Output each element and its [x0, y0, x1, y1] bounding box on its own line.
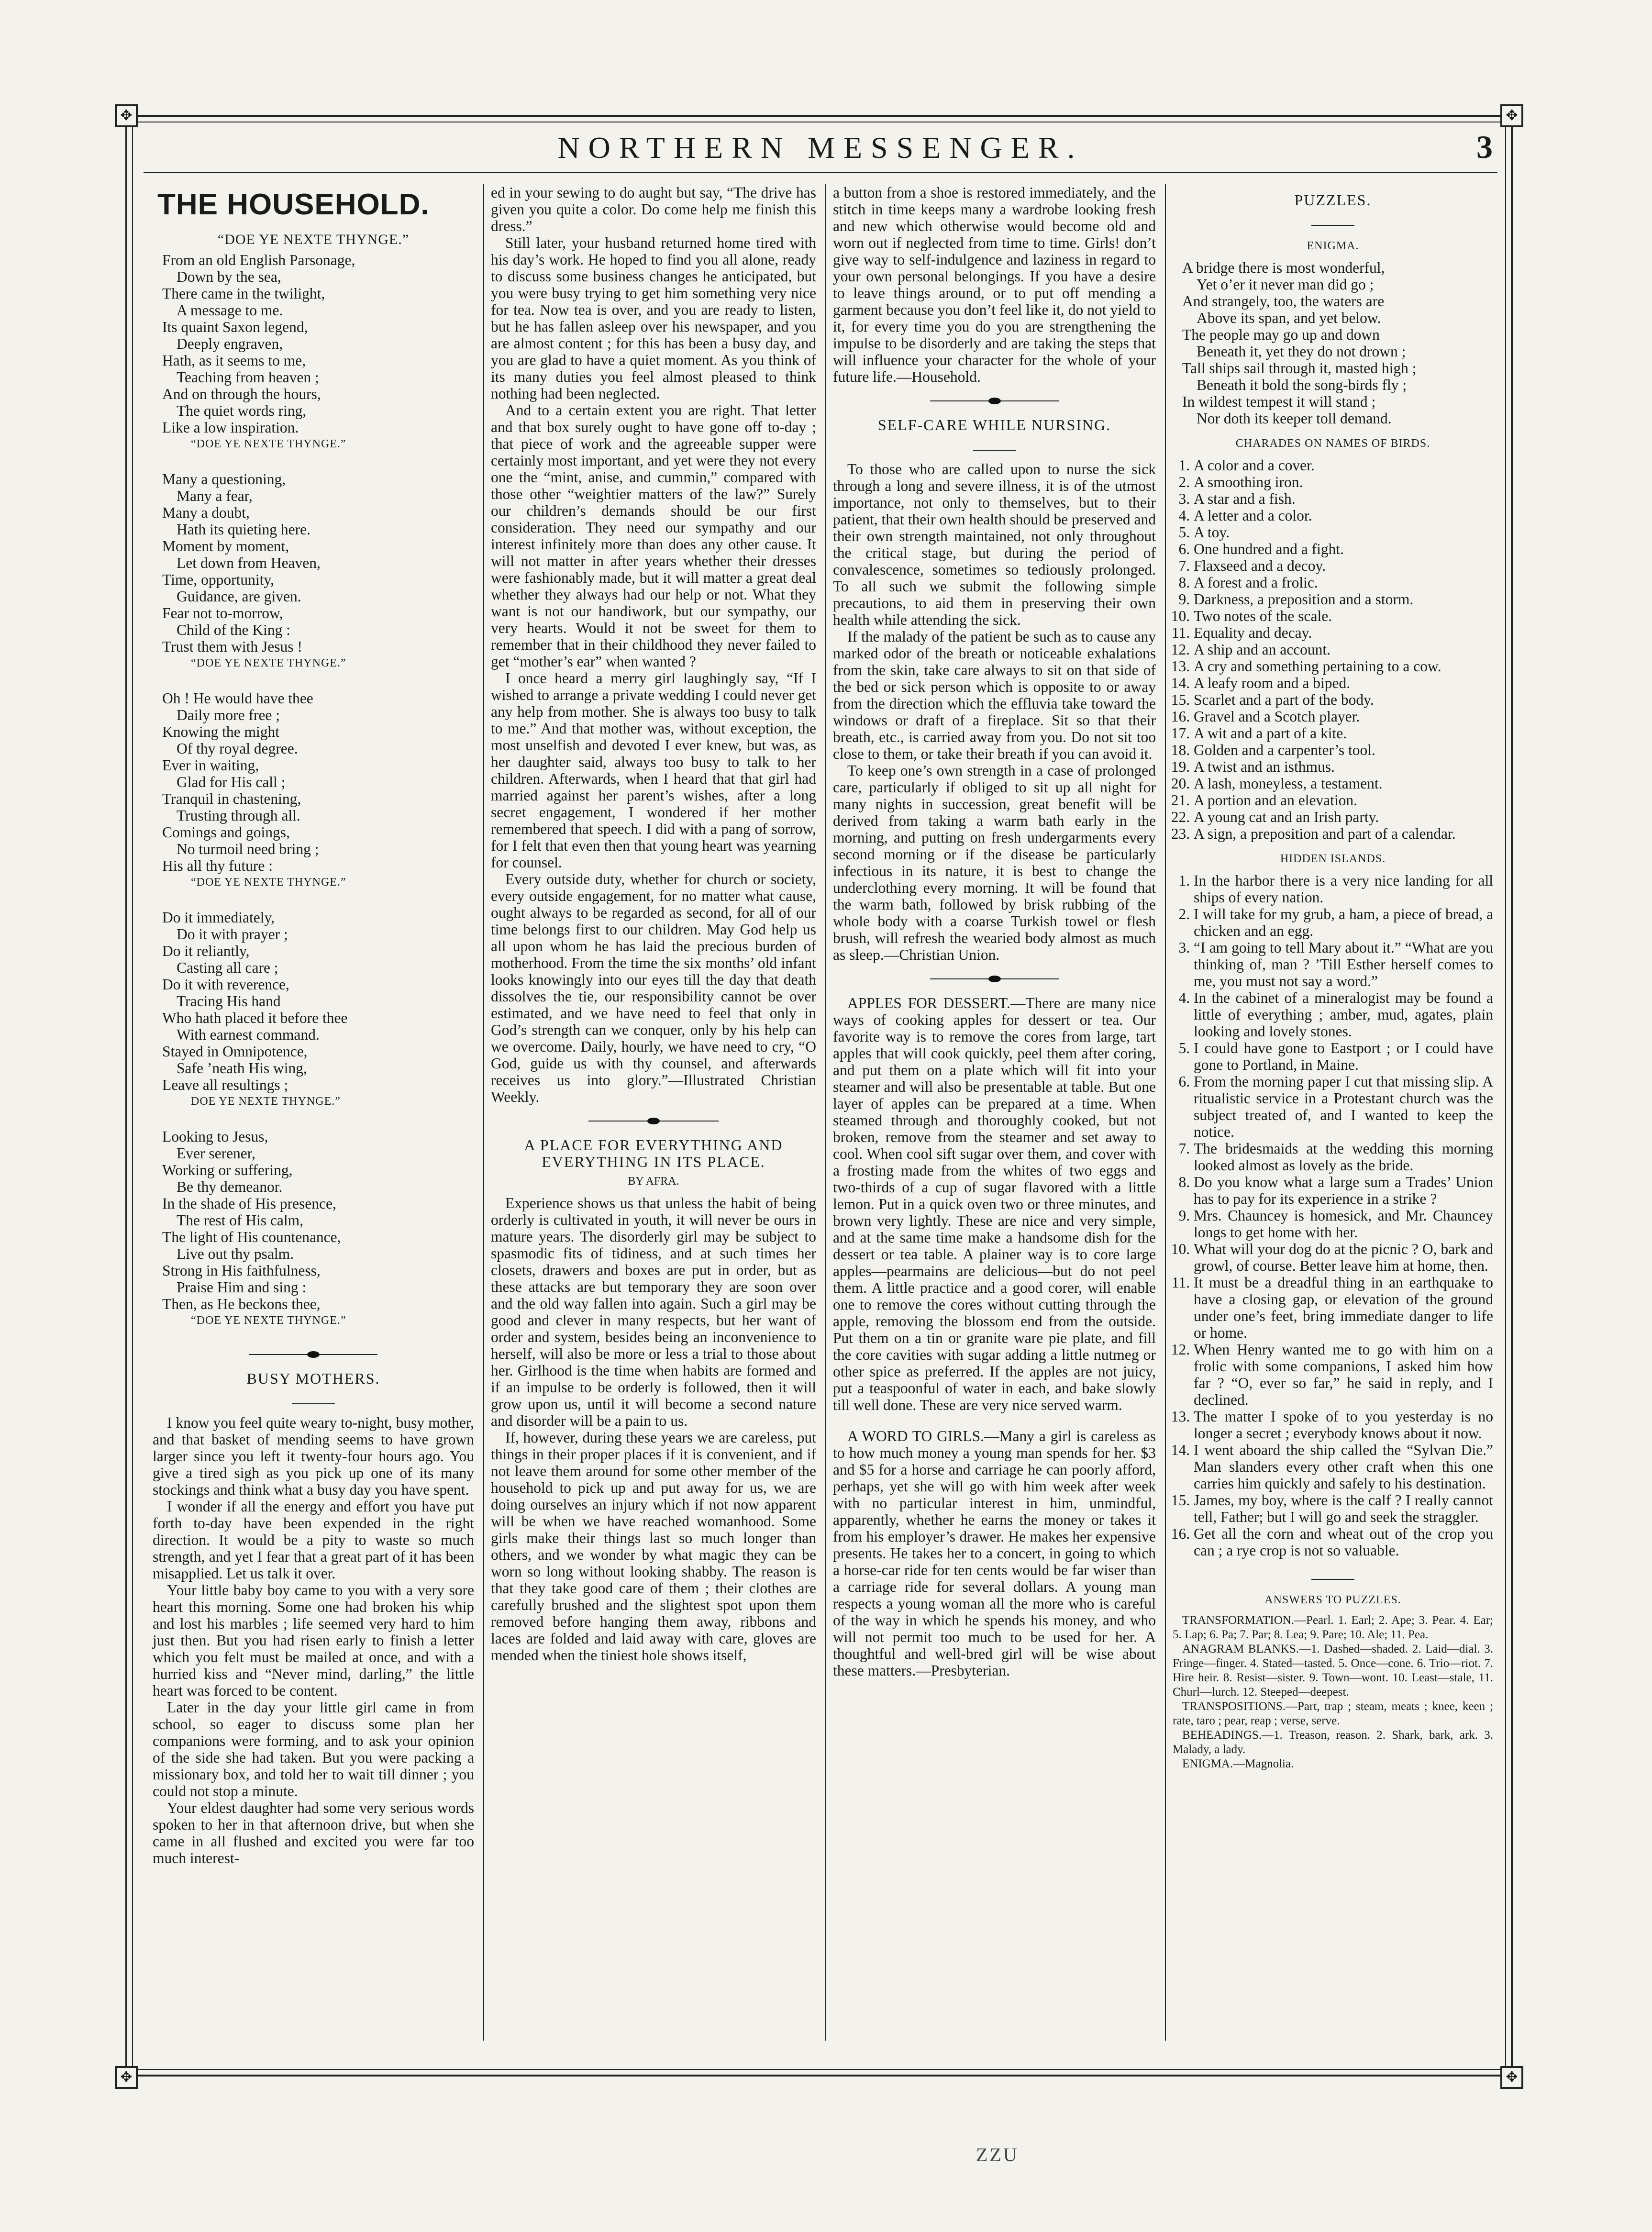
poem-line: Do it with reverence, [162, 976, 289, 993]
paragraph: And to a certain extent you are right. That letter and that box surely ought to have gone off to-day ; that piece of work and the agreeable supper were certainly most important, and yet were they not every one the “mint, anise, and cummin,” compared with those other “weightier matters of the law?” Surely our children’s demands should be our first consideration. They need our sympathy and our interest infinitely more than does any other cause. It will not matter in after years whether their dresses were fashionably made, but it will matter a great deal whether they always had our help or not. What they want is not our handiwork, but our sympathy, our very hearts. Would it not be sweet for them to remember that in their childhood they never failed to get “mother’s ear” when wanted ? [491, 402, 816, 670]
paragraph: Every outside duty, whether for church or society, every outside engagement, for no matter what cause, ought always to be regarded as second, for all of our time belongs first to our children. May God help us all upon whom he has laid the precious burden of motherhood. From the time the six months’ old infant looks knowingly into our eyes till the day that death dissolves the tie, our responsibility cannot be over estimated, and we have need to feel that only in God’s strength can we conquer, only by his help can we overcome. Daily, hourly, we have need to cry, “O God, guide us with thy counsel, and afterwards receives us into glory.”—Illustrated Christian Weekly. [491, 871, 816, 1105]
list-item: 2. I will take for my grub, a ham, a piece of bread, a chicken and an egg. [1194, 906, 1493, 939]
list-item: 12. When Henry wanted me to go with him on a frolic with some companions, I asked him how far ? “O, ever so far,” he said in reply, and I declined. [1194, 1341, 1493, 1408]
list-item: 15. Scarlet and a part of the body. [1194, 691, 1493, 708]
list-item: 13. A cry and something pertaining to a cow. [1194, 658, 1493, 675]
corner-ornament-icon: ✥ [1500, 2066, 1523, 2089]
section-title-puzzles: PUZZLES. [1294, 191, 1372, 209]
list-item: 5. A toy. [1194, 524, 1493, 541]
text-word-to-girls: —Many a girl is careless as to how much money a young man spends for her. $3 and $5 for a horse and carriage he can poorly afford, perhaps, yet she will go with him week after week with no particular interest in him, unmindful, apparently, whether he earns the money or takes it from his employer’s drawer. He makes her expensive presents. He takes her to a concert, in going to which a horse-car ride for ten cents would be far wiser than a carriage ride for several dollars. A young man respects a young woman all the more who is careful of the way in which he spends his money, and who will not permit too much to be used for her. A thoughtful and well-bred girl will be wise about these matters.—Presbyterian. [833, 1428, 1156, 1679]
list-item: 20. A lash, moneyless, a testament. [1194, 775, 1493, 792]
paragraph-continued: ed in your sewing to do aught but say, “The drive has given you quite a color. Do come help me finish this dress.” [491, 184, 816, 234]
paragraph: If, however, during these years we are careless, put things in their proper places if it is convenient, and if not leave them around for some other member of the household to pick up and put away for us, we are doing ourselves an injury which if not now apparent will be when we have reached womanhood. Some girls make their things last so much longer than others, and we wonder by what magic they can be worn so long without looking shabby. The reason is that they take good care of them ; their clothes are carefully brushed and the slightest spot upon them removed before hanging them away, ribbons and laces are folded and laid away with care, gloves are mended when the tiniest hole shows itself, [491, 1429, 816, 1664]
enigma-line: In wildest tempest it will stand ; [1182, 393, 1376, 410]
charades-title: CHARADES ON NAMES OF BIRDS. [1235, 437, 1430, 450]
poem-line: The rest of His calm, [177, 1212, 304, 1229]
list-item: 11. Equality and decay. [1194, 624, 1493, 641]
list-item: 3. “I am going to tell Mary about it.” “What are you thinking of, man ? ’Till Esther herself comes to me, you must not say a word.” [1194, 939, 1493, 989]
title-rule [1173, 212, 1493, 229]
list-item: 6. From the morning paper I cut that missing slip. A ritualistic service in a Protestant church was the subject treated of, and I wanted to keep the notice. [1194, 1073, 1493, 1140]
paragraph: Still later, your husband returned home tired with his day’s work. He hoped to find you all alone, ready to discuss some business changes he anticipated, but you were busy trying to get him something very nice for tea. Now tea is over, and you are ready to listen, but he has fallen asleep over his newspaper, and you are almost content ; for this has been a busy day, and you are glad to have a quiet moment. As you think of its many duties you feel almost pleased to think nothing had been neglected. [491, 234, 816, 402]
poem-line: Praise Him and sing : [177, 1279, 307, 1296]
list-item: 9. Mrs. Chauncey is homesick, and Mr. Chauncey longs to get home with her. [1194, 1207, 1493, 1241]
poem-line: Of thy royal degree. [177, 740, 298, 757]
poem-line: The quiet words ring, [177, 402, 307, 419]
article-body-place [491, 1195, 816, 1664]
text-apples: —There are many nice ways of cooking apples for dessert or tea. Our favorite way is to remove the cores from large, tart apples that will cook quickly, peel them after coring, and put them on a plate which will fit into your steamer and will also be presentable at table. But one layer of apples can be prepared at a time. When steamed through and thoroughly cooked, but not broken, remove from the steamer and set away to cool. When cool sift sugar over them, and cover with a frosting made from the whites of two eggs and two-thirds of a cup of sugar flavored with a little lemon. Put in a quick oven two or three minutes, and brown very lightly. These are nice and very simple, and at the same time make a handsome dish for the dessert or tea table. A plainer way is to core large apples—pearmains are delicious—but do not peel them. A little practice and a good corer, will enable one to remove the cores without cutting through the apple, removing the blossom end from the outside. Put them on a tin or granite ware pie plate, and fill the core cavities with sugar adding a little nutmeg or other spice as preferred. If the apples are not juicy, put a teaspoonful of water in each, and bake slowly till well done. These are very nice served warm. [833, 995, 1156, 1413]
poem-stanza [162, 1128, 474, 1329]
poem-line: Casting all care ; [177, 959, 278, 976]
list-item: 15. James, my boy, where is the calf ? I really cannot tell, Father; but I will go and seek the straggler. [1194, 1492, 1493, 1525]
poem-line: And on through the hours, [162, 386, 321, 402]
paragraph: If the malady of the patient be such as to cause any marked odor of the breath or noticeable exhalations from the skin, take care always to sit on that side of the bed or sick person which is opposite to or away from the direction which the effluvia take toward the windows or draft of a fireplace. Sit so that their breath, etc., is carried away from you. Do not sit too close to them, or take their breath if you can avoid it. [833, 628, 1156, 762]
separator-ornament [491, 1114, 816, 1128]
enigma-verse [1173, 259, 1493, 427]
poem-line: Moment by moment, [162, 538, 289, 555]
enigma-line: And strangely, too, the waters are [1182, 293, 1385, 310]
list-item: 5. I could have gone to Eastport ; or I could have gone to Portland, in Maine. [1194, 1040, 1493, 1073]
list-item: 6. One hundred and a fight. [1194, 541, 1493, 557]
poem-line: Do it reliantly, [162, 943, 250, 959]
poem-line: Time, opportunity, [162, 571, 274, 588]
answer-paragraph: TRANSPOSITIONS.—Part, trap ; steam, meats ; knee, keen ; rate, taro ; pear, reap ; verse, serve. [1173, 1700, 1493, 1727]
poem-line: Many a questioning, [162, 471, 286, 488]
list-item: 16. Gravel and a Scotch player. [1194, 708, 1493, 725]
poem-line: Strong in His faithfulness, [162, 1262, 321, 1279]
poem-line: Knowing the might [162, 723, 279, 740]
poem-line: “DOE YE NEXTE THYNGE.” [191, 438, 346, 450]
list-item: 21. A portion and an elevation. [1194, 792, 1493, 809]
paragraph: I once heard a merry girl laughingly say, “If I wished to arrange a private wedding I could never get any help from mother. She is always too busy to talk to me.” And that mother was, without exception, the most unselfish and devoted I ever knew, but was, as her daughter said, always too busy to talk to her children. Afterwards, when I heard that that girl had married against her parent’s wishes, after a long secret engagement, I wondered if her mother remembered that speech. I did with a pang of sorrow, for I felt that even then that young heart was yearning for counsel. [491, 670, 816, 871]
library-stamp: ZZU [976, 2144, 1019, 2165]
lead-word-to-girls: A WORD TO GIRLS. [847, 1428, 985, 1444]
article-title-place: A PLACE FOR EVERYTHING AND EVERYTHING IN ITS PLACE. [524, 1136, 783, 1170]
list-item: 10. Two notes of the scale. [1194, 608, 1493, 624]
answers-list [1173, 1613, 1493, 1771]
article-title-busy-mothers: BUSY MOTHERS. [246, 1370, 380, 1387]
poem-line: Be thy demeanor. [177, 1178, 283, 1195]
poem [162, 252, 474, 1329]
list-item: 16. Get all the corn and wheat out of the crop you can ; a rye crop is not so valuable. [1194, 1525, 1493, 1559]
paragraph: Your little baby boy came to you with a very sore heart this morning. Some one had broken his whip and lost his marbles ; life seemed very hard to him just then. But you had risen early to finish a letter which you felt must be mailed at once, and with a hurried kiss and “Never mind, darling,” the little heart was forced to be content. [153, 1582, 474, 1699]
poem-line: No turmoil need bring ; [177, 841, 319, 857]
hidden-islands-list [1173, 872, 1493, 1559]
poem-line: From an old English Parsonage, [162, 252, 355, 268]
answer-paragraph: ENIGMA.—Magnolia. [1182, 1757, 1294, 1770]
poem-line: “DOE YE NEXTE THYNGE.” [191, 657, 346, 669]
poem-line: Hath its quieting here. [177, 521, 310, 538]
paragraph: Later in the day your little girl came in from school, so eager to discuss some plan her companions were forming, and to ask your opinion of the side she had taken. But you were packing a missionary box, and told her to wait till dinner ; you could not stop a minute. [153, 1699, 474, 1799]
hidden-islands-title: HIDDEN ISLANDS. [1280, 853, 1386, 865]
poem-line: Its quaint Saxon legend, [162, 319, 308, 335]
poem-line: Like a low inspiration. [162, 419, 299, 436]
article-body-self-care [833, 461, 1156, 963]
paragraph: I know you feel quite weary to-night, busy mother, and that basket of mending seems to have grown larger since you left it twenty-four hours ago. You give a tired sigh as you pick up one of its many stockings and think what a busy day you have spent. [153, 1414, 474, 1498]
answers-title: ANSWERS TO PUZZLES. [1264, 1594, 1401, 1606]
list-item: 7. The bridesmaids at the wedding this morning looked almost as lovely as the bride. [1194, 1140, 1493, 1174]
paragraph: Your eldest daughter had some very serious words spoken to her in that afternoon drive, but when she came in all flushed and excited you were far too much interest- [153, 1799, 474, 1866]
poem-line: Comings and goings, [162, 824, 290, 841]
poem-line: Leave all resultings ; [162, 1077, 288, 1093]
column-1 [146, 184, 481, 2041]
poem-line: Trusting through all. [177, 807, 300, 824]
poem-line: Child of the King : [177, 622, 290, 638]
poem-line: Live out thy psalm. [177, 1245, 294, 1262]
corner-ornament-icon: ✥ [115, 104, 138, 127]
list-item: 4. In the cabinet of a mineralogist may be found a little of everything ; amber, mud, agates, plain looking and lovely stones. [1194, 989, 1493, 1040]
poem-line: Guidance, are given. [177, 588, 301, 605]
poem-line: Down by the sea, [177, 268, 281, 285]
list-item: 9. Darkness, a preposition and a storm. [1194, 591, 1493, 608]
byline: BY AFRA. [628, 1175, 679, 1188]
list-item: 10. What will your dog do at the picnic ? O, bark and growl, of course. Better leave him at home, then. [1194, 1241, 1493, 1274]
title-rule [153, 1391, 474, 1408]
column-2 [483, 184, 823, 2041]
list-item: 2. A smoothing iron. [1194, 474, 1493, 490]
poem-line: Do it immediately, [162, 909, 275, 926]
answer-paragraph: TRANSFORMATION.—Pearl. 1. Earl; 2. Ape; 3. Pear. 4. Ear; 5. Lap; 6. Pa; 7. Par; 8. Lea; 9. Pare; 10. Ale; 11. Pea. [1173, 1614, 1493, 1641]
poem-line: Then, as He beckons thee, [162, 1296, 321, 1312]
poem-line: Hath, as it seems to me, [162, 352, 306, 369]
poem-line: Let down from Heaven, [177, 555, 321, 571]
poem-title: “DOE YE NEXTE THYNGE.” [217, 232, 410, 247]
paragraph: I wonder if all the energy and effort you have put forth to-day have been expended in the right direction. It would be a pity to waste so much strength, and yet I fear that a great part of it has been misapplied. Let us talk it over. [153, 1498, 474, 1582]
title-rule [1173, 1566, 1493, 1583]
list-item: 7. Flaxseed and a decoy. [1194, 557, 1493, 574]
list-item: 19. A twist and an isthmus. [1194, 758, 1493, 775]
poem-stanza [162, 909, 474, 1110]
enigma-line: Nor doth its keeper toll demand. [1197, 410, 1392, 427]
list-item: 1. In the harbor there is a very nice landing for all ships of every nation. [1194, 872, 1493, 906]
poem-line: Looking to Jesus, [162, 1128, 268, 1145]
list-item: 13. The matter I spoke of to you yesterday is no longer a secret ; everybody knows about it now. [1194, 1408, 1493, 1442]
poem-line: DOE YE NEXTE THYNGE.” [191, 1095, 341, 1108]
poem-stanza [162, 252, 474, 453]
list-item: 17. A wit and a part of a kite. [1194, 725, 1493, 742]
poem-line: Tranquil in chastening, [162, 790, 301, 807]
poem-line: The light of His countenance, [162, 1229, 341, 1245]
article-body-busy-mothers [153, 1414, 474, 1866]
poem-line: Trust them with Jesus ! [162, 638, 302, 655]
list-item: 11. It must be a dreadful thing in an earthquake to have a closing gap, or elevation of the ground under one’s feet, bring immediate danger to life or home. [1194, 1274, 1493, 1341]
poem-line: Many a doubt, [162, 504, 250, 521]
enigma-line: The people may go up and down [1182, 326, 1380, 343]
poem-line: Fear not to-morrow, [162, 605, 283, 622]
poem-line: Ever serener, [177, 1145, 255, 1162]
enigma-line: Beneath it bold the song-birds fly ; [1197, 377, 1407, 393]
poem-line: Safe ’neath His wing, [177, 1060, 307, 1077]
list-item: 1. A color and a cover. [1194, 457, 1493, 474]
paragraph-continued: a button from a shoe is restored immediately, and the stitch in time keeps many a wardrobe looking fresh and new which otherwise would become old and worn out if neglected from time to time. Girls! don’t give way to self-indulgence and laziness in regard to your own personal belongings. If you have a desire to leave things around, or to put off mending a garment because you don’t feel like it, do not yield to it, for every time you do you are strengthening the impulse to be disorderly and are taking the steps that will influence your character for the whole of your future life.—Household. [833, 184, 1156, 385]
poem-line: With earnest command. [177, 1026, 320, 1043]
poem-line: Glad for His call ; [177, 774, 286, 790]
separator-ornament [153, 1347, 474, 1362]
paragraph-apples [833, 995, 1156, 1413]
poem-line: Ever in waiting, [162, 757, 259, 774]
masthead [144, 125, 1497, 173]
corner-ornament-icon: ✥ [115, 2066, 138, 2089]
list-item: 23. A sign, a preposition and part of a calendar. [1194, 825, 1493, 842]
paragraph-word-to-girls [833, 1428, 1156, 1679]
enigma-line: Yet o’er it never man did go ; [1197, 276, 1374, 293]
paragraph: Experience shows us that unless the habit of being orderly is cultivated in youth, it will never be ours in mature years. The disorderly girl may be subject to spasmodic fits of tidiness, and at such times her closets, drawers and boxes are put in order, but as these attacks are but temporary they are soon over and the old way fallen into again. Such a girl may be good and clever in many respects, but her want of order and system, besides being an inconvenience to herself, will also be more or less a trial to those about her. Girlhood is the time when habits are formed and if an impulse to be orderly is followed, then it will grow upon us, until it will become a second nature and disorder will be a pain to us. [491, 1195, 816, 1429]
poem-line: His all thy future : [162, 857, 273, 874]
poem-line: Oh ! He would have thee [162, 690, 313, 707]
poem-line: Daily more free ; [177, 707, 280, 723]
corner-ornament-icon: ✥ [1500, 104, 1523, 127]
masthead-title: NORTHERN MESSENGER. [557, 131, 1084, 165]
poem-line: Teaching from heaven ; [177, 369, 319, 386]
paragraph: To keep one’s own strength in a case of prolonged care, particularly if obliged to sit up all night for many nights in succession, great benefit will be derived from taking a warm bath early in the morning, and putting on fresh undergarments every second morning or if the disease be particularly infectious in its nature, it is best to change the underclothing every morning. It will be found that the warm bath, followed by brisk rubbing of the whole body with a coarse Turkish towel or flesh brush, will refresh the wearied body almost as much as sleep.—Christian Union. [833, 762, 1156, 963]
list-item: 8. Do you know what a large sum a Trades’ Union has to pay for its experience in a strike ? [1194, 1174, 1493, 1207]
enigma-line: Beneath it, yet they do not drown ; [1197, 343, 1406, 360]
list-item: 14. I went aboard the ship called the “Sylvan Die.” Man slanders every other craft when this one carries him quickly and safely to his destination. [1194, 1442, 1493, 1492]
list-item: 22. A young cat and an Irish party. [1194, 809, 1493, 825]
poem-line: Do it with prayer ; [177, 926, 288, 943]
separator-ornament [833, 394, 1156, 408]
list-item: 4. A letter and a color. [1194, 507, 1493, 524]
enigma-line: A bridge there is most wonderful, [1182, 259, 1385, 276]
lead-apples: APPLES FOR DESSERT. [847, 995, 1010, 1011]
enigma-line: Tall ships sail through it, masted high ; [1182, 360, 1417, 377]
page-number: 3 [1476, 129, 1493, 165]
list-item: 12. A ship and an account. [1194, 641, 1493, 658]
column-3 [825, 184, 1163, 2041]
article-title-self-care: SELF-CARE WHILE NURSING. [877, 416, 1111, 433]
poem-line: Stayed in Omnipotence, [162, 1043, 308, 1060]
poem-line: “DOE YE NEXTE THYNGE.” [191, 876, 346, 888]
poem-line: Tracing His hand [177, 993, 281, 1010]
title-rule [833, 437, 1156, 454]
poem-line: Deeply engraven, [177, 335, 283, 352]
article-body-busy-mothers-cont [491, 234, 816, 1105]
list-item: 18. Golden and a carpenter’s tool. [1194, 742, 1493, 758]
paragraph: To those who are called upon to nurse the sick through a long and severe illness, it is of the utmost importance, not only to themselves, but to their patient, that their own health should be preserved and their own strength maintained, not only throughout the critical stage, but during the period of convalescence, sometimes so tediously prolonged. To all such we submit the following simple precautions, to aid them in preserving their own health while attending the sick. [833, 461, 1156, 628]
separator-ornament [833, 972, 1156, 986]
list-item: 14. A leafy room and a biped. [1194, 675, 1493, 691]
charades-list [1173, 457, 1493, 842]
poem-stanza [162, 690, 474, 891]
enigma-title: ENIGMA. [1307, 240, 1359, 252]
list-item: 3. A star and a fish. [1194, 490, 1493, 507]
poem-line: Who hath placed it before thee [162, 1010, 348, 1026]
poem-line: In the shade of His presence, [162, 1195, 336, 1212]
poem-line: There came in the twilight, [162, 285, 325, 302]
poem-line: Working or suffering, [162, 1162, 293, 1178]
list-item: 8. A forest and a frolic. [1194, 574, 1493, 591]
answer-paragraph: ANAGRAM BLANKS.—1. Dashed—shaded. 2. Laid—dial. 3. Fringe—finger. 4. Stated—tasted. 5. Once—cone. 6. Trio—riot. 7. Hire heir. 8. Resist—sister. 9. Town—wont. 10. Least—stale, 11. Churl—lurch. 12. Steeped—deepest. [1173, 1643, 1493, 1699]
column-4 [1165, 184, 1500, 2041]
enigma-line: Above its span, and yet below. [1197, 310, 1381, 326]
poem-stanza [162, 471, 474, 672]
poem-line: “DOE YE NEXTE THYNGE.” [191, 1314, 346, 1327]
section-heading-household: THE HOUSEHOLD. [157, 188, 430, 221]
poem-line: A message to me. [177, 302, 283, 319]
poem-line: Many a fear, [177, 488, 253, 504]
answer-paragraph: BEHEADINGS.—1. Treason, reason. 2. Shark, bark, ark. 3. Malady, a lady. [1173, 1729, 1493, 1756]
